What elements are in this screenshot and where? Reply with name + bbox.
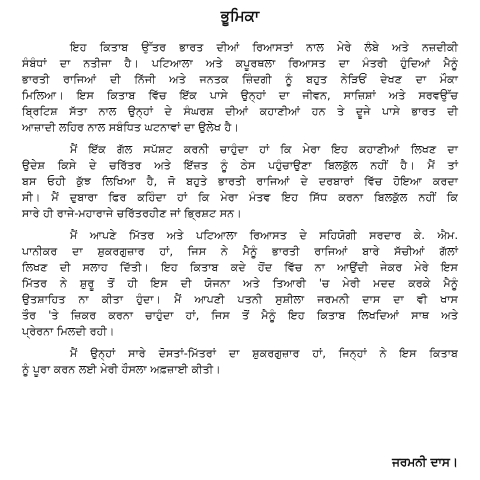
text-line: ਸੰਬੰਧਾਂ ਦਾ ਨਤੀਜਾ ਹੈ। ਪਟਿਆਲਾ ਅਤੇ ਕਪੂਰਥਲਾ ਰਿਆਸਤ ਦਾ ਮੰਤਰੀ ਹੁੰਦਿਆਂ ਮੈਨੂੰ xyxy=(22,57,458,70)
author-signature: ਜਰਮਨੀ ਦਾਸ। xyxy=(392,455,458,469)
text-line: ਆਜ਼ਾਦੀ ਲਹਿਰ ਨਾਲ ਸਬੰਧਿਤ ਘਟਨਾਵਾਂ ਦਾ ਉਲੇਖ ਹੈ। xyxy=(22,121,239,134)
text-line: ਮਿਲਿਆ। ਇਸ ਕਿਤਾਬ ਵਿੱਚ ਇੱਕ ਪਾਸੇ ਉਨ੍ਹਾਂ ਦਾ ਜੀਵਨ, ਸਾਜ਼ਿਸ਼ਾਂ ਅਤੇ ਸਰਵਉੱਚ xyxy=(22,89,458,102)
page-title: ਭੂਮਿਕਾ xyxy=(220,7,260,25)
text-line: ਉਤਸ਼ਾਹਿਤ ਨਾ ਕੀਤਾ ਹੁੰਦਾ। ਮੈਂ ਆਪਣੀ ਪਤਨੀ ਸੁਸ਼ੀਲਾ ਜਰਮਨੀ ਦਾਸ ਦਾ ਵੀ ਖਾਸ xyxy=(22,293,458,306)
text-line: ਭਾਰਤੀ ਰਾਜਿਆਂ ਦੀ ਨਿੱਜੀ ਅਤੇ ਜਨਤਕ ਜ਼ਿੰਦਗੀ ਨੂੰ ਬਹੁਤ ਨੇੜਿਓਂ ਦੇਖਣ ਦਾ ਮੌਕਾ xyxy=(22,73,458,86)
text-line: ਬਸ ਓਹੀ ਕੁੱਝ ਲਿਖਿਆ ਹੈ, ਜੋ ਬਹੁਤੇ ਭਾਰਤੀ ਰਾਜਿਆਂ ਦੇ ਦਰਬਾਰਾਂ ਵਿੱਚ ਹੋਇਆ ਕਰਦਾ xyxy=(22,175,458,188)
text-line: ਨੂੰ ਪੂਰਾ ਕਰਨ ਲਈ ਮੇਰੀ ਹੌਸਲਾ ਅਫ਼ਜ਼ਾਈ ਕੀਤੀ। xyxy=(22,363,221,376)
paragraph xyxy=(22,228,458,340)
text-line: ਮੈਂ ਉਨ੍ਹਾਂ ਸਾਰੇ ਦੋਸਤਾਂ-ਮਿੱਤਰਾਂ ਦਾ ਸ਼ੁਕਰਗੁਜ਼ਾਰ ਹਾਂ, ਜਿਨ੍ਹਾਂ ਨੇ ਇਸ ਕਿਤਾਬ xyxy=(70,347,458,360)
text-line: ਲਿਖਣ ਦੀ ਸਲਾਹ ਦਿੱਤੀ। ਇਹ ਕਿਤਾਬ ਕਦੇ ਹੋਂਦ ਵਿੱਚ ਨਾ ਆਉਂਦੀ ਜੇਕਰ ਮੇਰੇ ਇਸ xyxy=(22,261,458,274)
document-body xyxy=(22,40,458,378)
text-line: ਪਾਨੀਕਰ ਦਾ ਸ਼ੁਕਰਗੁਜ਼ਾਰ ਹਾਂ, ਜਿਸ ਨੇ ਮੈਨੂੰ ਭਾਰਤੀ ਰਾਜਿਆਂ ਬਾਰੇ ਸੱਚੀਆਂ ਗੱਲਾਂ xyxy=(22,245,458,258)
paragraph xyxy=(22,346,458,378)
paragraph xyxy=(22,142,458,222)
text-line: ਮੈਂ ਇੱਕ ਗੱਲ ਸਪੱਸ਼ਟ ਕਰਨੀ ਚਾਹੁੰਦਾ ਹਾਂ ਕਿ ਮੇਰਾ ਇਹ ਕਹਾਣੀਆਂ ਲਿਖਣ ਦਾ xyxy=(70,143,458,156)
paragraph xyxy=(22,40,458,136)
text-line: ਮਿੱਤਰ ਨੇ ਸ਼ੁਰੂ ਤੋਂ ਹੀ ਇਸ ਦੀ ਯੋਜਨਾ ਅਤੇ ਤਿਆਰੀ 'ਚ ਮੇਰੀ ਮਦਦ ਕਰਕੇ ਮੈਨੂੰ xyxy=(22,277,458,290)
text-line: ਸੀ। ਮੈਂ ਦੁਬਾਰਾ ਫਿਰ ਕਹਿੰਦਾ ਹਾਂ ਕਿ ਮੇਰਾ ਮੰਤਵ ਇਹ ਸਿੱਧ ਕਰਨਾ ਬਿਲਕੁੱਲ ਨਹੀਂ ਕਿ xyxy=(22,191,458,204)
text-line: ਉਦੇਸ਼ ਕਿਸੇ ਦੇ ਚਰਿੱਤਰ ਅਤੇ ਇੱਜ਼ਤ ਨੂੰ ਠੇਸ ਪਹੁੰਚਾਉਣਾ ਬਿਲਕੁੱਲ ਨਹੀਂ ਹੈ। ਮੈਂ ਤਾਂ xyxy=(22,159,458,172)
text-line: ਤੌਰ 'ਤੇ ਜ਼ਿਕਰ ਕਰਨਾ ਚਾਹੁੰਦਾ ਹਾਂ, ਜਿਸ ਤੋਂ ਮੈਨੂੰ ਇਹ ਕਿਤਾਬ ਲਿਖਦਿਆਂ ਸਾਥ ਅਤੇ xyxy=(22,309,458,322)
text-line: ਬ੍ਰਿਟਿਸ਼ ਸੱਤਾ ਨਾਲ ਉਨ੍ਹਾਂ ਦੇ ਸੰਘਰਸ਼ ਦੀਆਂ ਕਹਾਣੀਆਂ ਹਨ ਤੇ ਦੂਜੇ ਪਾਸੇ ਭਾਰਤ ਦੀ xyxy=(22,105,458,118)
text-line: ਪ੍ਰੇਰਨਾ ਮਿਲਦੀ ਰਹੀ। xyxy=(22,325,115,338)
text-line: ਸਾਰੇ ਹੀ ਰਾਜੇ-ਮਹਾਰਾਜੇ ਚਰਿੱਤਰਹੀਣ ਜਾਂ ਭ੍ਰਿਸ਼ਟ ਸਨ। xyxy=(22,207,242,220)
text-line: ਮੈਂ ਆਪਣੇ ਮਿੱਤਰ ਅਤੇ ਪਟਿਆਲਾ ਰਿਆਸਤ ਦੇ ਸਹਿਯੋਗੀ ਸਰਦਾਰ ਕੇ. ਐਮ. xyxy=(70,229,458,242)
text-line: ਇਹ ਕਿਤਾਬ ਉੱਤਰ ਭਾਰਤ ਦੀਆਂ ਰਿਆਸਤਾਂ ਨਾਲ ਮੇਰੇ ਲੰਬੇ ਅਤੇ ਨਜ਼ਦੀਕੀ xyxy=(70,41,458,54)
